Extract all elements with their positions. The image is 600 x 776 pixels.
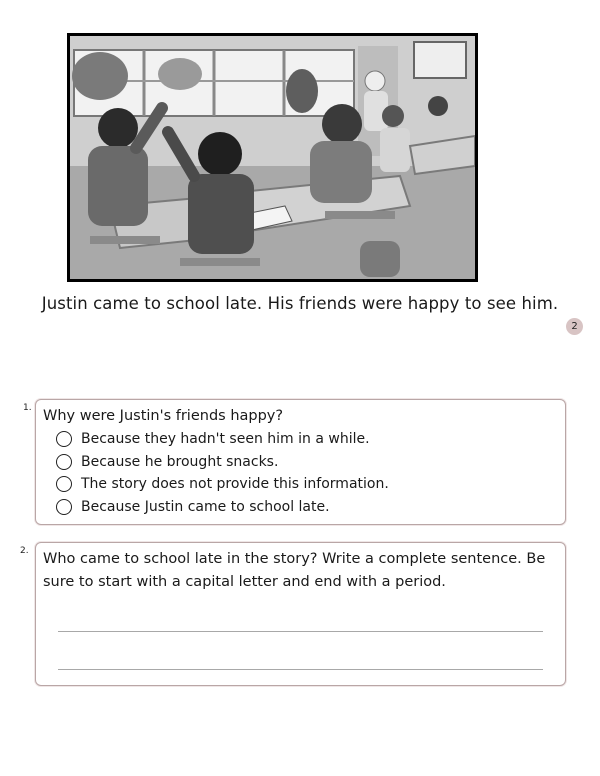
answer-option-label: Because Justin came to school late. <box>81 498 330 515</box>
answer-option[interactable] <box>56 473 389 496</box>
answer-option-label: Because they hadn't seen him in a while. <box>81 431 370 448</box>
question-number: 2. <box>20 546 29 556</box>
answer-option-label: The story does not provide this information. <box>81 476 389 493</box>
radio-button[interactable] <box>56 431 72 447</box>
classroom-illustration <box>67 33 478 282</box>
answer-option[interactable] <box>56 428 389 451</box>
answer-option-label: Because he brought snacks. <box>81 453 279 470</box>
question-1-prompt: Why were Justin's friends happy? <box>43 408 284 424</box>
question-2-prompt: Who came to school late in the story? Write a complete sentence. Be sure to start with a capital letter and end with a period. <box>43 551 546 590</box>
question-1-box <box>35 399 566 525</box>
answer-line[interactable] <box>58 669 543 670</box>
answer-line[interactable] <box>58 631 543 632</box>
answer-options <box>56 428 389 518</box>
answer-option[interactable] <box>56 496 389 519</box>
question-number: 1. <box>23 403 32 413</box>
story-sentence: Justin came to school late. His friends were happy to see him. <box>41 294 559 313</box>
radio-button[interactable] <box>56 499 72 515</box>
page-number-badge: 2 <box>566 318 583 335</box>
radio-button[interactable] <box>56 476 72 492</box>
radio-button[interactable] <box>56 454 72 470</box>
question-2-box <box>35 542 566 686</box>
classroom-scene-image <box>70 36 475 279</box>
answer-option[interactable] <box>56 451 389 474</box>
